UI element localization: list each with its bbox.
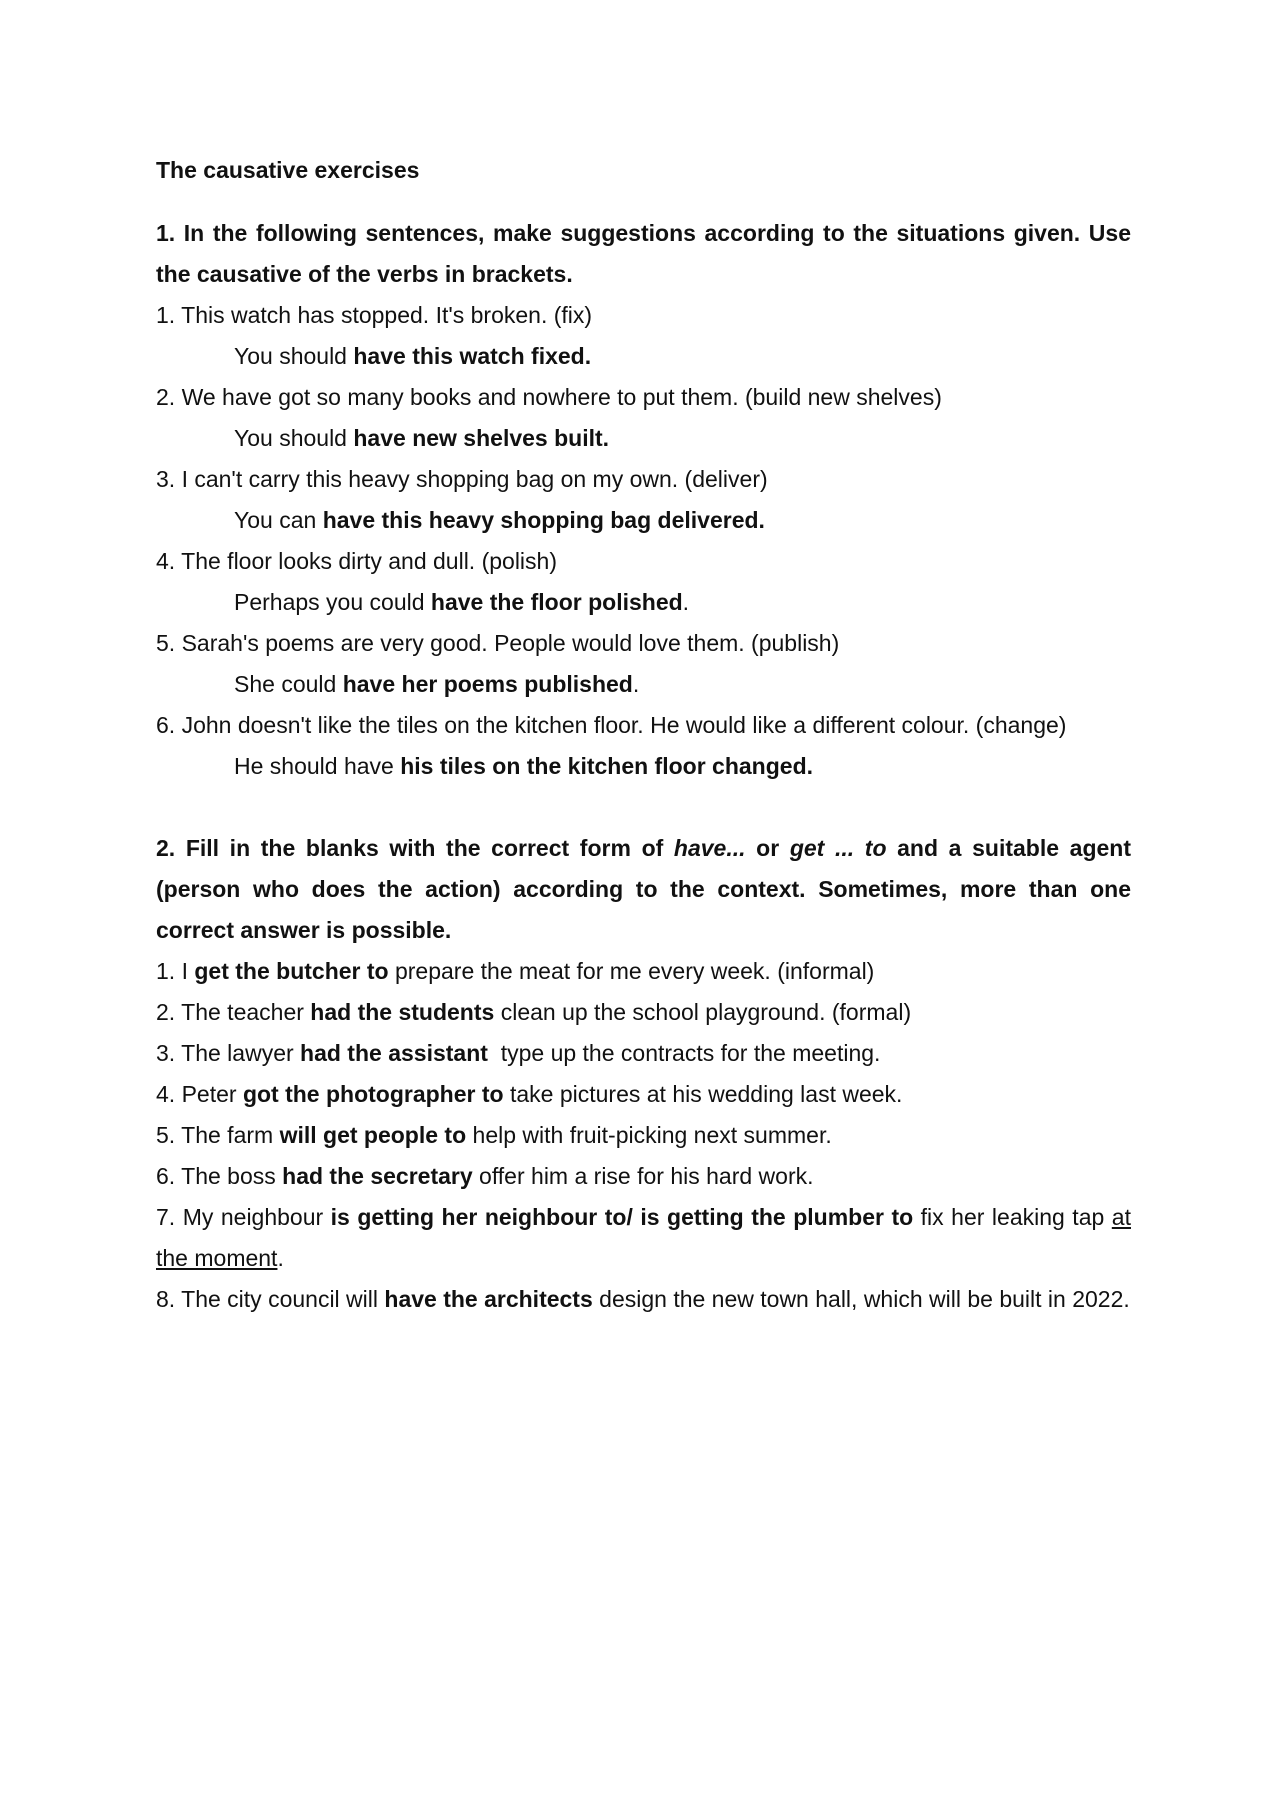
ex2-item-8: 8. The city council will have the architects design the new town hall, which will be built in 2022. [156, 1286, 1130, 1312]
exercise-2-instruction: 2. Fill in the blanks with the correct form of have... or get ... to and a suitable agent (person who does the action) according to the context. Sometimes, more than one correct answer is possible. [156, 835, 1132, 943]
ex1-answer-4: Perhaps you could have the floor polished. [234, 589, 690, 615]
ex2-item-4: 4. Peter got the photographer to take pictures at his wedding last week. [156, 1081, 903, 1107]
ex1-question-5: 5. Sarah's poems are very good. People would love them. (publish) [156, 630, 840, 656]
ex2-item-7: 7. My neighbour is getting her neighbour to/ is getting the plumber to fix her leaking tap at the moment. [156, 1204, 1131, 1271]
ex1-question-1: 1. This watch has stopped. It's broken. (fix) [156, 302, 593, 328]
exercise-1-instruction: 1. In the following sentences, make suggestions according to the situations given. Use the causative of the verbs in brackets. [156, 220, 1131, 287]
document-title: The causative exercises [156, 157, 420, 183]
ex1-answer-3: You can have this heavy shopping bag delivered. [234, 507, 765, 533]
ex1-answer-5: She could have her poems published. [234, 671, 640, 697]
ex2-item-5: 5. The farm will get people to help with fruit-picking next summer. [156, 1122, 832, 1148]
ex1-answer-2: You should have new shelves built. [234, 425, 610, 451]
ex2-item-1: 1. I get the butcher to prepare the meat for me every week. (informal) [156, 958, 875, 984]
document-page [156, 150, 1131, 1320]
ex1-answer-6: He should have his tiles on the kitchen floor changed. [234, 753, 814, 779]
ex1-question-3: 3. I can't carry this heavy shopping bag on my own. (deliver) [156, 466, 768, 492]
ex1-question-4: 4. The floor looks dirty and dull. (polish) [156, 548, 557, 574]
ex1-question-6: 6. John doesn't like the tiles on the kitchen floor. He would like a different colour. (change) [156, 712, 1067, 738]
ex2-item-6: 6. The boss had the secretary offer him a rise for his hard work. [156, 1163, 814, 1189]
ex2-item-3: 3. The lawyer had the assistant type up the contracts for the meeting. [156, 1040, 881, 1066]
ex1-answer-1: You should have this watch fixed. [234, 343, 592, 369]
ex2-item-2: 2. The teacher had the students clean up the school playground. (formal) [156, 999, 912, 1025]
ex1-question-2: 2. We have got so many books and nowhere to put them. (build new shelves) [156, 384, 942, 410]
section-spacer [156, 787, 1131, 828]
